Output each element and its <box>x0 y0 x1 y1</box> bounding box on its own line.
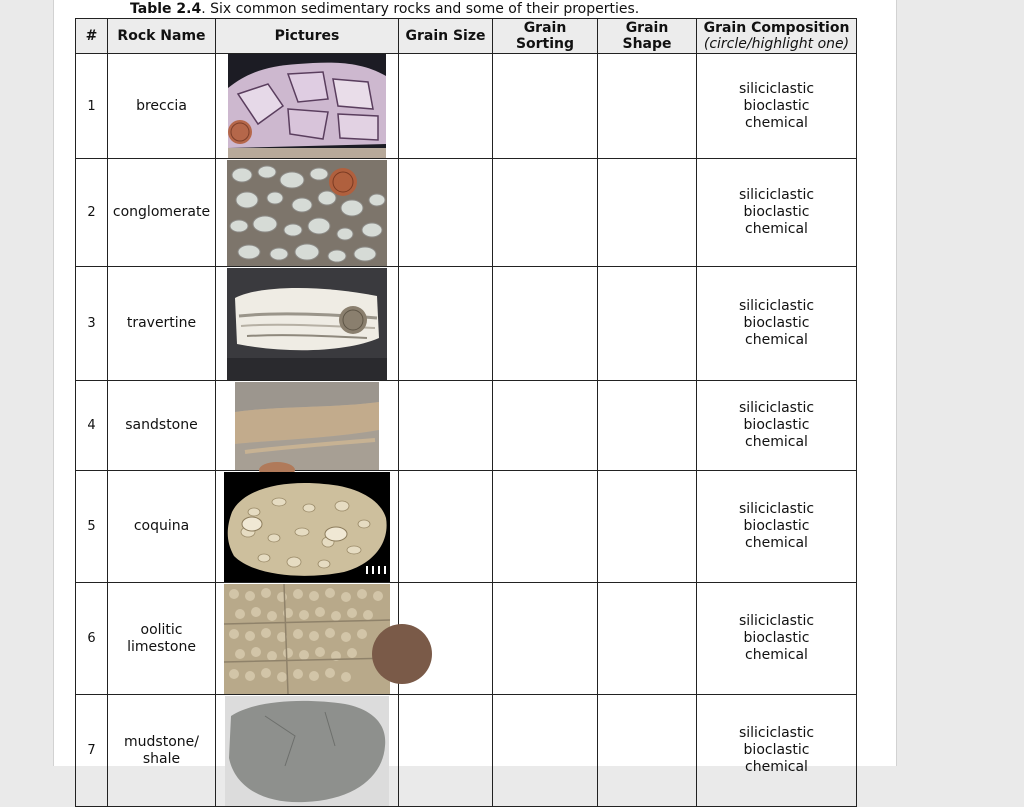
table-caption-label: Table 2.4 <box>130 1 202 17</box>
rock-picture-cell <box>216 583 399 695</box>
row-number: 2 <box>76 159 108 267</box>
grain-composition-cell[interactable] <box>697 267 857 381</box>
breccia-photo <box>228 54 386 158</box>
table-row <box>76 54 857 159</box>
header-row <box>76 19 857 54</box>
table-row <box>76 471 857 583</box>
rocks-table <box>75 18 857 807</box>
grain-shape-cell[interactable] <box>598 695 697 807</box>
conglomerate-photo <box>227 160 387 266</box>
grain-shape-cell[interactable] <box>598 267 697 381</box>
grain-shape-cell[interactable] <box>598 54 697 159</box>
rock-name-line: sandstone <box>125 417 198 433</box>
mudstone-shale-photo <box>225 696 389 806</box>
composition-option-chemical[interactable]: chemical <box>745 535 808 551</box>
coquina-photo <box>224 472 390 582</box>
rock-name <box>108 381 216 471</box>
rock-name-line: oolitic <box>140 621 183 638</box>
rock-picture-cell <box>216 267 399 381</box>
header-grain-shape-line2: Shape <box>622 36 672 52</box>
grain-shape-cell[interactable] <box>598 471 697 583</box>
rock-picture-cell <box>216 471 399 583</box>
composition-option-bioclastic[interactable]: bioclastic <box>743 518 810 534</box>
header-grain-composition <box>697 19 857 54</box>
rock-picture-cell <box>216 159 399 267</box>
row-number: 7 <box>76 695 108 807</box>
table-row <box>76 695 857 807</box>
grain-sorting-cell[interactable] <box>493 583 598 695</box>
rock-picture-cell <box>216 695 399 807</box>
table-caption-text: . Six common sedimentary rocks and some of their properties. <box>201 1 640 17</box>
grain-size-cell[interactable] <box>399 695 493 807</box>
composition-option-chemical[interactable]: chemical <box>745 332 808 348</box>
grain-composition-cell[interactable] <box>697 471 857 583</box>
sandstone-photo <box>235 382 379 470</box>
header-grain-shape-line1: Grain <box>625 20 669 36</box>
header-grain-shape <box>598 19 697 54</box>
rock-name <box>108 54 216 159</box>
row-number: 4 <box>76 381 108 471</box>
rock-name-line: breccia <box>136 97 187 114</box>
grain-sorting-cell[interactable] <box>493 54 598 159</box>
rock-name-line: mudstone/ <box>124 733 199 750</box>
rock-name-line: travertine <box>126 315 197 331</box>
composition-option-siliciclastic[interactable]: siliciclastic <box>738 400 815 416</box>
rock-name-line-2: limestone <box>127 638 196 655</box>
rock-picture-cell <box>216 54 399 159</box>
composition-option-bioclastic[interactable]: bioclastic <box>743 97 810 114</box>
table-row <box>76 267 857 381</box>
composition-option-bioclastic[interactable]: bioclastic <box>743 417 810 433</box>
header-rock-name: Rock Name <box>108 19 216 54</box>
header-grain-sorting-line1: Grain <box>523 20 567 36</box>
row-number: 1 <box>76 54 108 159</box>
rock-name <box>108 583 216 695</box>
grain-shape-cell[interactable] <box>598 583 697 695</box>
composition-option-siliciclastic[interactable]: siliciclastic <box>738 725 815 741</box>
header-pictures: Pictures <box>216 19 399 54</box>
header-grain-composition-note: (circle/highlight one) <box>703 36 850 52</box>
rock-name <box>108 471 216 583</box>
row-number: 5 <box>76 471 108 583</box>
grain-shape-cell[interactable] <box>598 159 697 267</box>
table-caption <box>130 1 639 17</box>
composition-option-chemical[interactable]: chemical <box>745 221 808 237</box>
rock-name-line-2: shale <box>142 750 181 767</box>
composition-option-chemical[interactable]: chemical <box>745 434 808 450</box>
grain-composition-cell[interactable] <box>697 159 857 267</box>
row-number: 6 <box>76 583 108 695</box>
rock-name <box>108 159 216 267</box>
grain-size-cell[interactable] <box>399 54 493 159</box>
grain-composition-cell[interactable] <box>697 583 857 695</box>
header-grain-size: Grain Size <box>399 19 493 54</box>
rock-name <box>108 695 216 807</box>
grain-sorting-cell[interactable] <box>493 695 598 807</box>
composition-option-bioclastic[interactable]: bioclastic <box>743 630 810 646</box>
grain-size-cell[interactable] <box>399 471 493 583</box>
rock-name-line: conglomerate <box>112 204 211 220</box>
composition-option-bioclastic[interactable]: bioclastic <box>743 204 810 220</box>
oolitic-limestone-photo <box>224 584 390 694</box>
composition-option-siliciclastic[interactable]: siliciclastic <box>738 80 815 97</box>
grain-size-cell[interactable] <box>399 267 493 381</box>
rock-name-line: coquina <box>133 518 190 534</box>
header-grain-composition-title: Grain Composition <box>703 20 850 36</box>
composition-option-chemical[interactable]: chemical <box>745 114 808 131</box>
composition-option-bioclastic[interactable]: bioclastic <box>743 315 810 331</box>
table-row <box>76 381 857 471</box>
document-page <box>53 0 897 775</box>
grain-size-cell[interactable] <box>399 381 493 471</box>
table-row <box>76 159 857 267</box>
grain-sorting-cell[interactable] <box>493 471 598 583</box>
rock-picture-cell <box>216 381 399 471</box>
grain-sorting-cell[interactable] <box>493 267 598 381</box>
travertine-photo <box>227 268 387 380</box>
grain-sorting-cell[interactable] <box>493 381 598 471</box>
grain-composition-cell[interactable] <box>697 54 857 159</box>
grain-composition-cell[interactable] <box>697 695 857 807</box>
composition-option-siliciclastic[interactable]: siliciclastic <box>738 501 815 517</box>
grain-sorting-cell[interactable] <box>493 159 598 267</box>
composition-option-siliciclastic[interactable]: siliciclastic <box>738 613 815 629</box>
composition-option-siliciclastic[interactable]: siliciclastic <box>738 298 815 314</box>
grain-shape-cell[interactable] <box>598 381 697 471</box>
composition-option-chemical[interactable]: chemical <box>745 759 808 775</box>
composition-option-chemical[interactable]: chemical <box>745 647 808 663</box>
grain-composition-cell[interactable] <box>697 381 857 471</box>
header-num: # <box>76 19 108 54</box>
grain-size-cell[interactable] <box>399 159 493 267</box>
row-number: 3 <box>76 267 108 381</box>
header-grain-sorting-line2: Sorting <box>515 36 575 52</box>
header-grain-sorting <box>493 19 598 54</box>
composition-option-bioclastic[interactable]: bioclastic <box>743 742 810 758</box>
table-row <box>76 583 857 695</box>
composition-option-siliciclastic[interactable]: siliciclastic <box>738 187 815 203</box>
rock-name <box>108 267 216 381</box>
